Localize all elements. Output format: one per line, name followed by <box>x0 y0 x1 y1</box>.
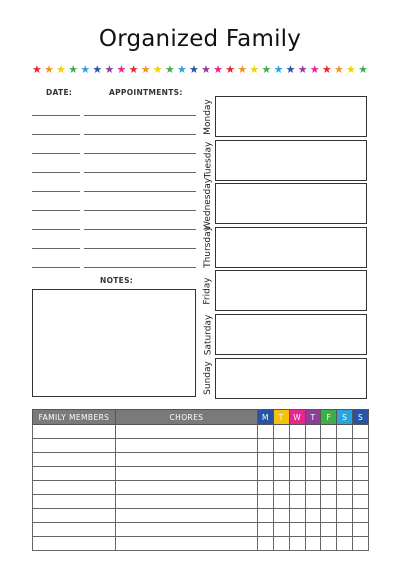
star-icon: ★ <box>346 63 356 76</box>
checkbox-cell[interactable] <box>273 439 289 453</box>
checkbox-cell[interactable] <box>258 467 274 481</box>
appointment-line[interactable] <box>84 134 196 135</box>
day-label-text: Wednesday <box>203 177 214 230</box>
family-member-cell[interactable] <box>33 453 116 467</box>
star-icon: ★ <box>128 63 139 76</box>
checkbox-cell[interactable] <box>305 481 321 495</box>
table-row <box>33 523 369 537</box>
table-row <box>33 425 369 439</box>
date-line[interactable] <box>32 134 80 135</box>
star-icon: ★ <box>68 63 79 76</box>
checkbox-cell[interactable] <box>321 439 337 453</box>
checkbox-cell[interactable] <box>321 537 337 551</box>
checkbox-cell[interactable] <box>321 453 337 467</box>
date-line[interactable] <box>32 172 80 173</box>
checkbox-cell[interactable] <box>305 509 321 523</box>
day-box-saturday[interactable] <box>215 314 367 355</box>
chore-cell[interactable] <box>116 467 258 481</box>
checkbox-cell[interactable] <box>321 467 337 481</box>
weekday-header: M <box>258 410 274 425</box>
star-icon: ★ <box>32 63 42 76</box>
checkbox-cell[interactable] <box>289 467 305 481</box>
chore-cell[interactable] <box>116 439 258 453</box>
date-line[interactable] <box>32 229 80 230</box>
chore-cell[interactable] <box>116 425 258 439</box>
day-label-text: Saturday <box>203 314 213 355</box>
checkbox-cell[interactable] <box>273 467 289 481</box>
checkbox-cell[interactable] <box>353 481 369 495</box>
table-row <box>33 495 369 509</box>
star-icon: ★ <box>116 63 127 76</box>
checkbox-cell[interactable] <box>305 523 321 537</box>
day-box-monday[interactable] <box>215 96 367 137</box>
checkbox-cell[interactable] <box>273 425 289 439</box>
appointment-line[interactable] <box>84 153 196 154</box>
notes-header: NOTES: <box>100 276 134 285</box>
checkbox-cell[interactable] <box>337 523 353 537</box>
checkbox-cell[interactable] <box>305 425 321 439</box>
appointments-header: APPOINTMENTS: <box>109 88 183 97</box>
checkbox-cell[interactable] <box>353 495 369 509</box>
star-icon: ★ <box>104 63 115 76</box>
day-label-saturday <box>201 314 215 355</box>
day-label-text: Friday <box>203 277 213 305</box>
star-icon: ★ <box>201 63 211 76</box>
checkbox-cell[interactable] <box>273 537 289 551</box>
checkbox-cell[interactable] <box>273 509 289 523</box>
day-label-text: Sunday <box>203 361 213 395</box>
star-icon: ★ <box>225 63 236 76</box>
star-icon: ★ <box>213 63 224 76</box>
date-line[interactable] <box>32 153 80 154</box>
checkbox-cell[interactable] <box>353 523 369 537</box>
checkbox-cell[interactable] <box>353 425 369 439</box>
appointment-line[interactable] <box>84 115 196 116</box>
day-label-sunday <box>201 358 215 399</box>
appointment-line[interactable] <box>84 248 196 249</box>
star-icon: ★ <box>333 63 344 76</box>
checkbox-cell[interactable] <box>273 481 289 495</box>
date-header: DATE: <box>46 88 73 97</box>
appointment-line[interactable] <box>84 267 196 268</box>
star-icon: ★ <box>44 63 54 76</box>
checkbox-cell[interactable] <box>289 495 305 509</box>
chores-chart <box>32 409 368 551</box>
day-box-sunday[interactable] <box>215 358 367 399</box>
date-line[interactable] <box>32 267 80 268</box>
checkbox-cell[interactable] <box>337 453 353 467</box>
checkbox-cell[interactable] <box>258 453 274 467</box>
star-icon: ★ <box>92 63 103 76</box>
star-icon: ★ <box>56 63 67 76</box>
checkbox-cell[interactable] <box>273 523 289 537</box>
table-row <box>33 481 369 495</box>
table-row <box>33 509 369 523</box>
checkbox-cell[interactable] <box>321 523 337 537</box>
day-label-friday <box>201 270 215 311</box>
checkbox-cell[interactable] <box>289 537 305 551</box>
date-line[interactable] <box>32 191 80 192</box>
weekday-header: S <box>337 410 353 425</box>
checkbox-cell[interactable] <box>258 481 274 495</box>
day-box-friday[interactable] <box>215 270 367 311</box>
chore-cell[interactable] <box>116 481 258 495</box>
checkbox-cell[interactable] <box>273 495 289 509</box>
checkbox-cell[interactable] <box>337 537 353 551</box>
checkbox-cell[interactable] <box>305 453 321 467</box>
checkbox-cell[interactable] <box>337 509 353 523</box>
checkbox-cell[interactable] <box>337 439 353 453</box>
checkbox-cell[interactable] <box>289 481 305 495</box>
chore-cell[interactable] <box>116 495 258 509</box>
appointment-line[interactable] <box>84 172 196 173</box>
star-icon: ★ <box>164 63 175 76</box>
checkbox-cell[interactable] <box>258 439 274 453</box>
checkbox-cell[interactable] <box>305 495 321 509</box>
star-icon: ★ <box>321 63 332 76</box>
star-icon: ★ <box>273 63 284 76</box>
chore-cell[interactable] <box>116 523 258 537</box>
day-label-thursday <box>201 227 215 268</box>
table-row <box>33 537 369 551</box>
checkbox-cell[interactable] <box>353 453 369 467</box>
day-label-text: Tuesday <box>203 141 213 179</box>
checkbox-cell[interactable] <box>337 481 353 495</box>
checkbox-cell[interactable] <box>321 495 337 509</box>
checkbox-cell[interactable] <box>258 537 274 551</box>
checkbox-cell[interactable] <box>321 481 337 495</box>
checkbox-cell[interactable] <box>321 425 337 439</box>
chore-cell[interactable] <box>116 453 258 467</box>
checkbox-cell[interactable] <box>337 467 353 481</box>
checkbox-cell[interactable] <box>353 537 369 551</box>
weekday-header: T <box>273 410 289 425</box>
weekday-header: W <box>289 410 305 425</box>
star-icon: ★ <box>358 63 368 76</box>
day-label-wednesday <box>201 177 215 230</box>
family-member-cell[interactable] <box>33 495 116 509</box>
family-members-header: FAMILY MEMBERS <box>33 410 116 425</box>
page-title: Organized Family <box>98 26 302 52</box>
checkbox-cell[interactable] <box>289 523 305 537</box>
star-icon: ★ <box>285 63 296 76</box>
checkbox-cell[interactable] <box>289 453 305 467</box>
day-box-tuesday[interactable] <box>215 140 367 181</box>
checkbox-cell[interactable] <box>289 509 305 523</box>
checkbox-cell[interactable] <box>258 509 274 523</box>
star-divider <box>32 63 368 77</box>
checkbox-cell[interactable] <box>353 439 369 453</box>
day-box-wednesday[interactable] <box>215 183 367 224</box>
appointment-line[interactable] <box>84 191 196 192</box>
appointment-line[interactable] <box>84 210 196 211</box>
family-member-cell[interactable] <box>33 425 116 439</box>
day-label-monday <box>201 96 215 137</box>
star-icon: ★ <box>297 63 308 76</box>
star-icon: ★ <box>261 63 272 76</box>
weekday-header: S <box>353 410 369 425</box>
checkbox-cell[interactable] <box>289 425 305 439</box>
family-member-cell[interactable] <box>33 523 116 537</box>
star-icon: ★ <box>237 63 248 76</box>
checkbox-cell[interactable] <box>258 523 274 537</box>
checkbox-cell[interactable] <box>305 467 321 481</box>
star-icon: ★ <box>80 63 91 76</box>
checkbox-cell[interactable] <box>289 439 305 453</box>
family-member-cell[interactable] <box>33 509 116 523</box>
day-label-tuesday <box>201 140 215 181</box>
table-row <box>33 453 369 467</box>
checkbox-cell[interactable] <box>258 425 274 439</box>
family-member-cell[interactable] <box>33 481 116 495</box>
checkbox-cell[interactable] <box>305 537 321 551</box>
notes-box[interactable] <box>32 289 196 397</box>
appointment-line[interactable] <box>84 229 196 230</box>
star-icon: ★ <box>309 63 320 76</box>
table-row <box>33 439 369 453</box>
family-member-cell[interactable] <box>33 467 116 481</box>
checkbox-cell[interactable] <box>353 467 369 481</box>
star-icon: ★ <box>176 63 187 76</box>
weekday-header: F <box>321 410 337 425</box>
day-box-thursday[interactable] <box>215 227 367 268</box>
date-line[interactable] <box>32 115 80 116</box>
chore-cell[interactable] <box>116 509 258 523</box>
checkbox-cell[interactable] <box>321 509 337 523</box>
checkbox-cell[interactable] <box>353 509 369 523</box>
family-member-cell[interactable] <box>33 537 116 551</box>
checkbox-cell[interactable] <box>337 425 353 439</box>
table-row <box>33 467 369 481</box>
star-icon: ★ <box>189 63 199 76</box>
checkbox-cell[interactable] <box>337 495 353 509</box>
star-icon: ★ <box>140 63 151 76</box>
star-icon: ★ <box>249 63 260 76</box>
checkbox-cell[interactable] <box>273 453 289 467</box>
star-icon: ★ <box>152 63 163 76</box>
weekday-header: T <box>305 410 321 425</box>
family-member-cell[interactable] <box>33 439 116 453</box>
checkbox-cell[interactable] <box>305 439 321 453</box>
checkbox-cell[interactable] <box>258 495 274 509</box>
day-label-text: Thursday <box>203 226 214 269</box>
date-line[interactable] <box>32 248 80 249</box>
chores-header: CHORES <box>116 410 258 425</box>
chore-cell[interactable] <box>116 537 258 551</box>
day-label-text: Monday <box>203 98 213 135</box>
date-line[interactable] <box>32 210 80 211</box>
